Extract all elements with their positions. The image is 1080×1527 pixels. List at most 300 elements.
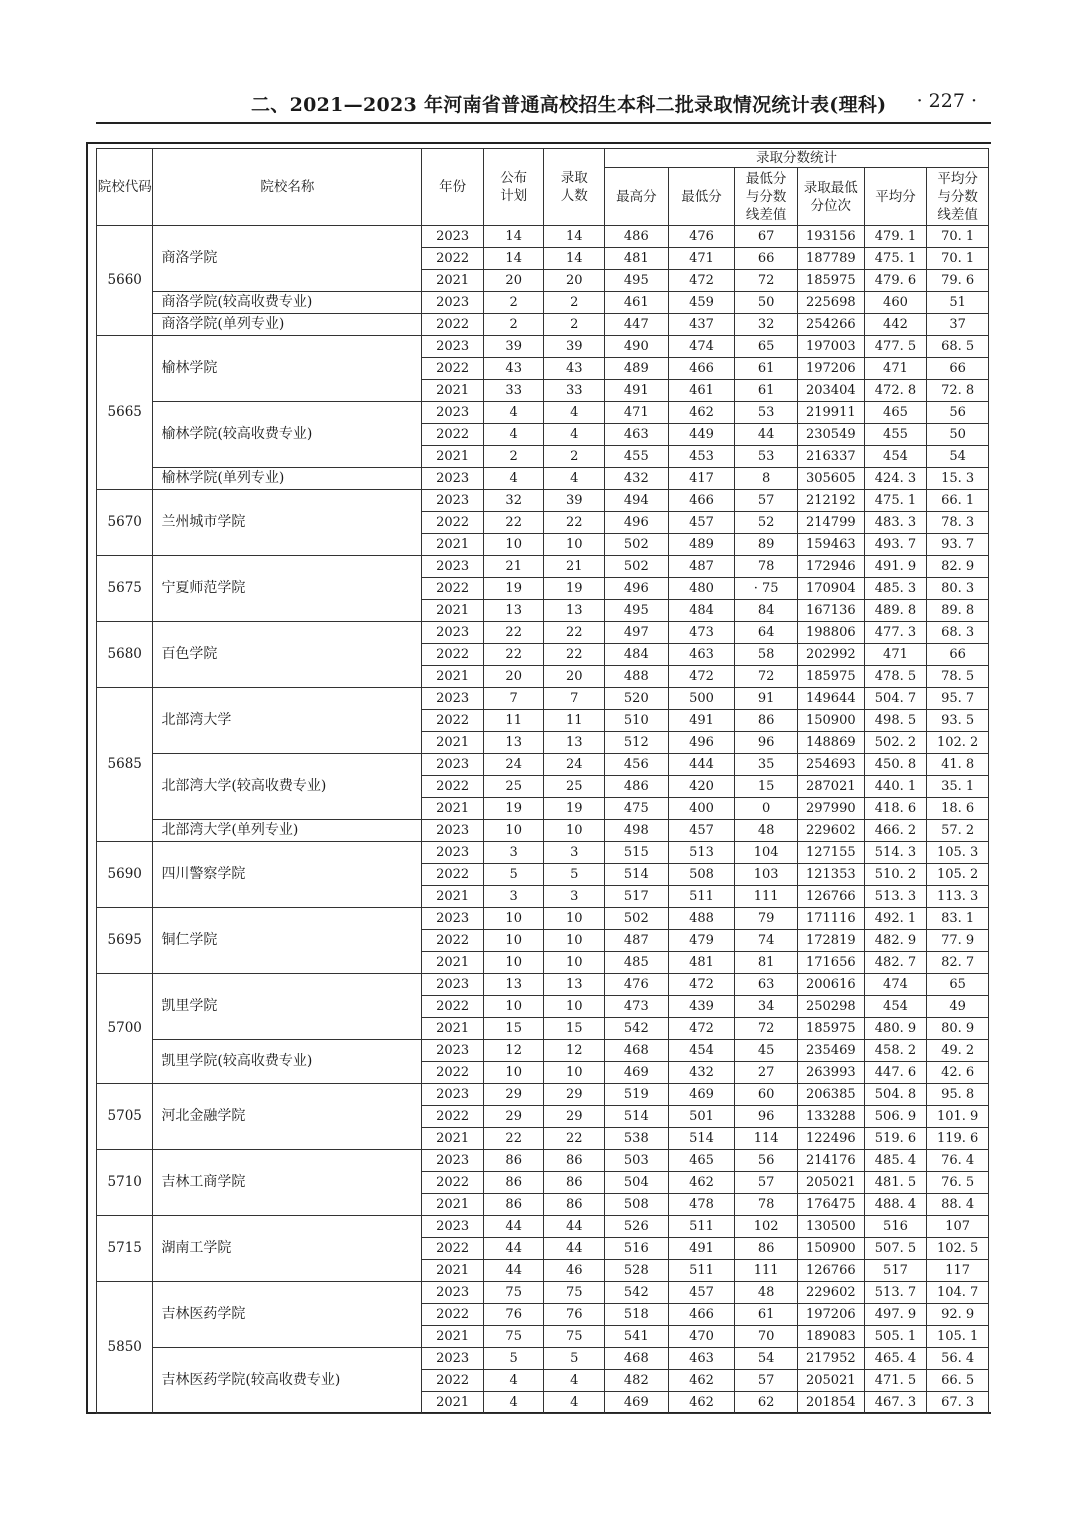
cell-avg-diff: 119. 6 <box>927 1128 989 1150</box>
cell-year: 2022 <box>422 930 484 952</box>
cell-avg-diff: 42. 6 <box>927 1062 989 1084</box>
header-min-diff: 最低分与分数线差值 <box>735 168 798 226</box>
cell-year: 2023 <box>422 1084 484 1106</box>
cell-max-score: 468 <box>605 1348 669 1370</box>
cell-min-diff: 70 <box>735 1326 798 1348</box>
cell-plan: 29 <box>483 1084 544 1106</box>
cell-avg-diff: 78. 5 <box>927 666 989 688</box>
cell-avg-diff: 57. 2 <box>927 820 989 842</box>
cell-min-rank: 201854 <box>797 1392 864 1414</box>
cell-plan: 44 <box>483 1238 544 1260</box>
cell-plan: 24 <box>483 754 544 776</box>
cell-plan: 10 <box>483 930 544 952</box>
cell-min-score: 465 <box>668 1150 735 1172</box>
cell-min-diff: 81 <box>735 952 798 974</box>
cell-max-score: 517 <box>605 886 669 908</box>
cell-avg-score: 455 <box>864 424 927 446</box>
cell-max-score: 447 <box>605 314 669 336</box>
cell-admitted: 13 <box>544 974 605 996</box>
cell-year: 2021 <box>422 952 484 974</box>
cell-min-diff: 84 <box>735 600 798 622</box>
cell-min-rank: 254266 <box>797 314 864 336</box>
cell-avg-score: 514. 3 <box>864 842 927 864</box>
cell-admitted: 5 <box>544 864 605 886</box>
cell-min-diff: 78 <box>735 1194 798 1216</box>
cell-min-diff: 0 <box>735 798 798 820</box>
cell-min-diff: 53 <box>735 446 798 468</box>
cell-max-score: 502 <box>605 908 669 930</box>
cell-year: 2023 <box>422 490 484 512</box>
cell-min-rank: 263993 <box>797 1062 864 1084</box>
cell-min-rank: 159463 <box>797 534 864 556</box>
cell-year: 2023 <box>422 754 484 776</box>
cell-min-rank: 212192 <box>797 490 864 512</box>
cell-admitted: 22 <box>544 512 605 534</box>
cell-admitted: 39 <box>544 490 605 512</box>
cell-min-score: 513 <box>668 842 735 864</box>
cell-avg-score: 440. 1 <box>864 776 927 798</box>
cell-plan: 22 <box>483 622 544 644</box>
cell-min-diff: 104 <box>735 842 798 864</box>
cell-min-diff: 96 <box>735 1106 798 1128</box>
cell-min-rank: 197003 <box>797 336 864 358</box>
school-name: 吉林医药学院(较高收费专业) <box>153 1348 422 1414</box>
cell-max-score: 496 <box>605 512 669 534</box>
cell-min-rank: 148869 <box>797 732 864 754</box>
cell-min-rank: 187789 <box>797 248 864 270</box>
cell-max-score: 542 <box>605 1018 669 1040</box>
cell-avg-score: 460 <box>864 292 927 314</box>
cell-year: 2023 <box>422 974 484 996</box>
cell-min-score: 496 <box>668 732 735 754</box>
cell-plan: 3 <box>483 842 544 864</box>
cell-avg-diff: 18. 6 <box>927 798 989 820</box>
cell-year: 2023 <box>422 820 484 842</box>
cell-plan: 4 <box>483 402 544 424</box>
cell-admitted: 22 <box>544 1128 605 1150</box>
cell-min-diff: 57 <box>735 1172 798 1194</box>
cell-avg-diff: 66 <box>927 358 989 380</box>
cell-avg-score: 505. 1 <box>864 1326 927 1348</box>
cell-min-rank: 214799 <box>797 512 864 534</box>
cell-max-score: 491 <box>605 380 669 402</box>
cell-avg-score: 471 <box>864 358 927 380</box>
cell-avg-score: 493. 7 <box>864 534 927 556</box>
cell-min-score: 479 <box>668 930 735 952</box>
cell-plan: 2 <box>483 314 544 336</box>
cell-year: 2022 <box>422 1304 484 1326</box>
school-name: 宁夏师范学院 <box>153 556 422 622</box>
table-row <box>97 292 989 314</box>
cell-plan: 2 <box>483 292 544 314</box>
cell-min-score: 463 <box>668 644 735 666</box>
cell-admitted: 86 <box>544 1194 605 1216</box>
cell-admitted: 21 <box>544 556 605 578</box>
cell-min-rank: 126766 <box>797 1260 864 1282</box>
cell-avg-score: 489. 8 <box>864 600 927 622</box>
cell-avg-diff: 82. 9 <box>927 556 989 578</box>
cell-admitted: 76 <box>544 1304 605 1326</box>
cell-max-score: 497 <box>605 622 669 644</box>
cell-min-rank: 167136 <box>797 600 864 622</box>
cell-min-score: 487 <box>668 556 735 578</box>
cell-plan: 29 <box>483 1106 544 1128</box>
cell-min-diff: 72 <box>735 270 798 292</box>
cell-min-score: 474 <box>668 336 735 358</box>
school-code: 5850 <box>97 1282 153 1414</box>
cell-min-rank: 171116 <box>797 908 864 930</box>
school-name: 兰州城市学院 <box>153 490 422 556</box>
cell-avg-diff: 78. 3 <box>927 512 989 534</box>
header-score-group: 录取分数统计 <box>605 149 989 168</box>
cell-min-rank: 150900 <box>797 1238 864 1260</box>
cell-min-score: 481 <box>668 952 735 974</box>
cell-max-score: 494 <box>605 490 669 512</box>
cell-year: 2023 <box>422 622 484 644</box>
table-row <box>97 1348 989 1370</box>
cell-year: 2023 <box>422 226 484 248</box>
cell-min-diff: 79 <box>735 908 798 930</box>
cell-avg-score: 480. 9 <box>864 1018 927 1040</box>
header-max: 最高分 <box>605 168 669 226</box>
cell-min-score: 457 <box>668 1282 735 1304</box>
cell-year: 2022 <box>422 1370 484 1392</box>
cell-avg-score: 485. 4 <box>864 1150 927 1172</box>
header-avg: 平均分 <box>864 168 927 226</box>
cell-year: 2021 <box>422 1128 484 1150</box>
cell-admitted: 19 <box>544 798 605 820</box>
cell-admitted: 46 <box>544 1260 605 1282</box>
cell-max-score: 469 <box>605 1062 669 1084</box>
cell-min-diff: 111 <box>735 886 798 908</box>
cell-max-score: 541 <box>605 1326 669 1348</box>
cell-plan: 10 <box>483 952 544 974</box>
cell-year: 2022 <box>422 1106 484 1128</box>
cell-avg-diff: 102. 2 <box>927 732 989 754</box>
cell-min-diff: 72 <box>735 666 798 688</box>
cell-min-diff: 66 <box>735 248 798 270</box>
cell-avg-diff: 15. 3 <box>927 468 989 490</box>
cell-avg-score: 442 <box>864 314 927 336</box>
cell-year: 2023 <box>422 292 484 314</box>
table-body <box>97 226 989 1414</box>
cell-plan: 86 <box>483 1172 544 1194</box>
cell-min-rank: 189083 <box>797 1326 864 1348</box>
cell-admitted: 13 <box>544 600 605 622</box>
cell-max-score: 510 <box>605 710 669 732</box>
cell-min-score: 417 <box>668 468 735 490</box>
cell-max-score: 461 <box>605 292 669 314</box>
school-name: 凯里学院 <box>153 974 422 1040</box>
cell-plan: 19 <box>483 578 544 600</box>
school-name: 四川警察学院 <box>153 842 422 908</box>
cell-min-rank: 130500 <box>797 1216 864 1238</box>
cell-avg-diff: 113. 3 <box>927 886 989 908</box>
cell-max-score: 498 <box>605 820 669 842</box>
cell-min-rank: 133288 <box>797 1106 864 1128</box>
cell-plan: 20 <box>483 666 544 688</box>
cell-min-score: 420 <box>668 776 735 798</box>
cell-min-diff: 48 <box>735 1282 798 1304</box>
cell-avg-score: 504. 8 <box>864 1084 927 1106</box>
cell-plan: 2 <box>483 446 544 468</box>
cell-admitted: 43 <box>544 358 605 380</box>
school-code: 5685 <box>97 688 153 842</box>
cell-admitted: 7 <box>544 688 605 710</box>
cell-admitted: 3 <box>544 886 605 908</box>
cell-avg-diff: 95. 7 <box>927 688 989 710</box>
cell-admitted: 22 <box>544 644 605 666</box>
cell-avg-score: 488. 4 <box>864 1194 927 1216</box>
cell-year: 2022 <box>422 314 484 336</box>
cell-year: 2022 <box>422 864 484 886</box>
cell-avg-score: 498. 5 <box>864 710 927 732</box>
cell-min-rank: 216337 <box>797 446 864 468</box>
cell-avg-score: 424. 3 <box>864 468 927 490</box>
cell-min-rank: 219911 <box>797 402 864 424</box>
table-row <box>97 754 989 776</box>
cell-avg-diff: 70. 1 <box>927 226 989 248</box>
cell-min-rank: 170904 <box>797 578 864 600</box>
cell-max-score: 468 <box>605 1040 669 1062</box>
school-name: 商洛学院(单列专业) <box>153 314 422 336</box>
school-name: 吉林医药学院 <box>153 1282 422 1348</box>
cell-min-rank: 149644 <box>797 688 864 710</box>
cell-min-score: 472 <box>668 666 735 688</box>
cell-min-rank: 235469 <box>797 1040 864 1062</box>
cell-avg-score: 506. 9 <box>864 1106 927 1128</box>
school-name: 北部湾大学(单列专业) <box>153 820 422 842</box>
cell-min-rank: 185975 <box>797 270 864 292</box>
cell-year: 2021 <box>422 600 484 622</box>
cell-avg-score: 479. 6 <box>864 270 927 292</box>
cell-min-diff: 57 <box>735 490 798 512</box>
cell-avg-diff: 82. 7 <box>927 952 989 974</box>
table-row <box>97 556 989 578</box>
school-code: 5660 <box>97 226 153 336</box>
cell-min-score: 453 <box>668 446 735 468</box>
cell-min-score: 491 <box>668 1238 735 1260</box>
cell-plan: 86 <box>483 1194 544 1216</box>
table-row <box>97 1282 989 1304</box>
cell-year: 2022 <box>422 1172 484 1194</box>
cell-min-score: 489 <box>668 534 735 556</box>
table-row <box>97 908 989 930</box>
cell-min-score: 491 <box>668 710 735 732</box>
cell-min-score: 476 <box>668 226 735 248</box>
cell-year: 2021 <box>422 886 484 908</box>
cell-min-diff: 67 <box>735 226 798 248</box>
school-code: 5705 <box>97 1084 153 1150</box>
cell-admitted: 2 <box>544 446 605 468</box>
cell-min-diff: 89 <box>735 534 798 556</box>
cell-min-score: 484 <box>668 600 735 622</box>
cell-year: 2021 <box>422 1194 484 1216</box>
cell-max-score: 528 <box>605 1260 669 1282</box>
cell-min-rank: 202992 <box>797 644 864 666</box>
cell-max-score: 503 <box>605 1150 669 1172</box>
cell-max-score: 490 <box>605 336 669 358</box>
cell-plan: 86 <box>483 1150 544 1172</box>
school-name: 河北金融学院 <box>153 1084 422 1150</box>
cell-plan: 3 <box>483 886 544 908</box>
cell-admitted: 14 <box>544 248 605 270</box>
cell-min-diff: 50 <box>735 292 798 314</box>
cell-min-score: 472 <box>668 974 735 996</box>
cell-avg-score: 485. 3 <box>864 578 927 600</box>
cell-min-score: 459 <box>668 292 735 314</box>
cell-min-score: 511 <box>668 1216 735 1238</box>
cell-min-diff: 74 <box>735 930 798 952</box>
cell-avg-diff: 66 <box>927 644 989 666</box>
cell-avg-score: 467. 3 <box>864 1392 927 1414</box>
cell-avg-score: 471. 5 <box>864 1370 927 1392</box>
cell-max-score: 520 <box>605 688 669 710</box>
cell-min-diff: 61 <box>735 380 798 402</box>
cell-min-diff: 86 <box>735 1238 798 1260</box>
cell-min-rank: 198806 <box>797 622 864 644</box>
cell-year: 2021 <box>422 732 484 754</box>
cell-avg-diff: 102. 5 <box>927 1238 989 1260</box>
cell-year: 2023 <box>422 908 484 930</box>
cell-max-score: 512 <box>605 732 669 754</box>
cell-avg-diff: 105. 2 <box>927 864 989 886</box>
cell-min-rank: 254693 <box>797 754 864 776</box>
cell-min-rank: 229602 <box>797 820 864 842</box>
cell-admitted: 4 <box>544 1370 605 1392</box>
cell-min-rank: 185975 <box>797 666 864 688</box>
cell-max-score: 526 <box>605 1216 669 1238</box>
cell-avg-score: 510. 2 <box>864 864 927 886</box>
cell-max-score: 486 <box>605 226 669 248</box>
cell-admitted: 29 <box>544 1106 605 1128</box>
cell-plan: 10 <box>483 908 544 930</box>
cell-plan: 14 <box>483 248 544 270</box>
cell-min-diff: 48 <box>735 820 798 842</box>
cell-max-score: 484 <box>605 644 669 666</box>
cell-max-score: 487 <box>605 930 669 952</box>
cell-min-score: 514 <box>668 1128 735 1150</box>
cell-plan: 15 <box>483 1018 544 1040</box>
cell-max-score: 473 <box>605 996 669 1018</box>
school-name: 北部湾大学 <box>153 688 422 754</box>
cell-avg-score: 482. 7 <box>864 952 927 974</box>
cell-avg-score: 507. 5 <box>864 1238 927 1260</box>
cell-min-score: 501 <box>668 1106 735 1128</box>
cell-plan: 13 <box>483 600 544 622</box>
cell-year: 2022 <box>422 710 484 732</box>
cell-min-diff: 32 <box>735 314 798 336</box>
cell-avg-diff: 67. 3 <box>927 1392 989 1414</box>
header-admitted: 录取人数 <box>544 149 605 226</box>
cell-max-score: 455 <box>605 446 669 468</box>
table-row <box>97 688 989 710</box>
cell-avg-score: 418. 6 <box>864 798 927 820</box>
cell-min-diff: 45 <box>735 1040 798 1062</box>
cell-avg-score: 475. 1 <box>864 490 927 512</box>
cell-min-score: 462 <box>668 1172 735 1194</box>
cell-admitted: 5 <box>544 1348 605 1370</box>
cell-min-rank: 225698 <box>797 292 864 314</box>
cell-max-score: 538 <box>605 1128 669 1150</box>
cell-admitted: 15 <box>544 1018 605 1040</box>
table-row <box>97 842 989 864</box>
cell-plan: 19 <box>483 798 544 820</box>
page-title: 二、2021—2023 年河南省普通高校招生本科二批录取情况统计表(理科) <box>251 94 887 116</box>
cell-avg-diff: 117 <box>927 1260 989 1282</box>
cell-plan: 14 <box>483 226 544 248</box>
cell-max-score: 488 <box>605 666 669 688</box>
school-name: 北部湾大学(较高收费专业) <box>153 754 422 820</box>
cell-plan: 44 <box>483 1260 544 1282</box>
cell-year: 2022 <box>422 578 484 600</box>
cell-min-rank: 127155 <box>797 842 864 864</box>
cell-admitted: 33 <box>544 380 605 402</box>
cell-max-score: 519 <box>605 1084 669 1106</box>
cell-admitted: 11 <box>544 710 605 732</box>
cell-avg-score: 478. 5 <box>864 666 927 688</box>
cell-avg-score: 517 <box>864 1260 927 1282</box>
cell-plan: 43 <box>483 358 544 380</box>
admission-table <box>96 148 989 1414</box>
cell-avg-score: 454 <box>864 996 927 1018</box>
cell-plan: 76 <box>483 1304 544 1326</box>
cell-avg-score: 513. 7 <box>864 1282 927 1304</box>
cell-min-score: 488 <box>668 908 735 930</box>
cell-year: 2021 <box>422 1326 484 1348</box>
school-name: 湖南工学院 <box>153 1216 422 1282</box>
cell-admitted: 2 <box>544 292 605 314</box>
cell-avg-score: 447. 6 <box>864 1062 927 1084</box>
table-row <box>97 336 989 358</box>
cell-admitted: 10 <box>544 996 605 1018</box>
cell-min-rank: 214176 <box>797 1150 864 1172</box>
table-row <box>97 1084 989 1106</box>
cell-max-score: 485 <box>605 952 669 974</box>
header-min-rank: 录取最低分位次 <box>797 168 864 226</box>
cell-avg-score: 458. 2 <box>864 1040 927 1062</box>
cell-max-score: 514 <box>605 864 669 886</box>
cell-year: 2023 <box>422 556 484 578</box>
cell-min-rank: 206385 <box>797 1084 864 1106</box>
cell-min-diff: 52 <box>735 512 798 534</box>
cell-plan: 22 <box>483 512 544 534</box>
cell-min-diff: 102 <box>735 1216 798 1238</box>
cell-plan: 4 <box>483 468 544 490</box>
header-plan: 公布计划 <box>483 149 544 226</box>
cell-plan: 10 <box>483 996 544 1018</box>
table-row <box>97 622 989 644</box>
table-row <box>97 974 989 996</box>
cell-min-rank: 217952 <box>797 1348 864 1370</box>
cell-max-score: 486 <box>605 776 669 798</box>
cell-admitted: 4 <box>544 402 605 424</box>
cell-min-diff: 61 <box>735 358 798 380</box>
cell-min-diff: 103 <box>735 864 798 886</box>
cell-avg-score: 502. 2 <box>864 732 927 754</box>
cell-avg-score: 465 <box>864 402 927 424</box>
cell-admitted: 10 <box>544 1062 605 1084</box>
cell-avg-score: 481. 5 <box>864 1172 927 1194</box>
cell-max-score: 481 <box>605 248 669 270</box>
table-row <box>97 1216 989 1238</box>
cell-avg-diff: 54 <box>927 446 989 468</box>
cell-min-diff: 86 <box>735 710 798 732</box>
cell-min-rank: 205021 <box>797 1172 864 1194</box>
header-code: 院校代码 <box>97 149 153 226</box>
cell-admitted: 10 <box>544 820 605 842</box>
cell-plan: 13 <box>483 974 544 996</box>
